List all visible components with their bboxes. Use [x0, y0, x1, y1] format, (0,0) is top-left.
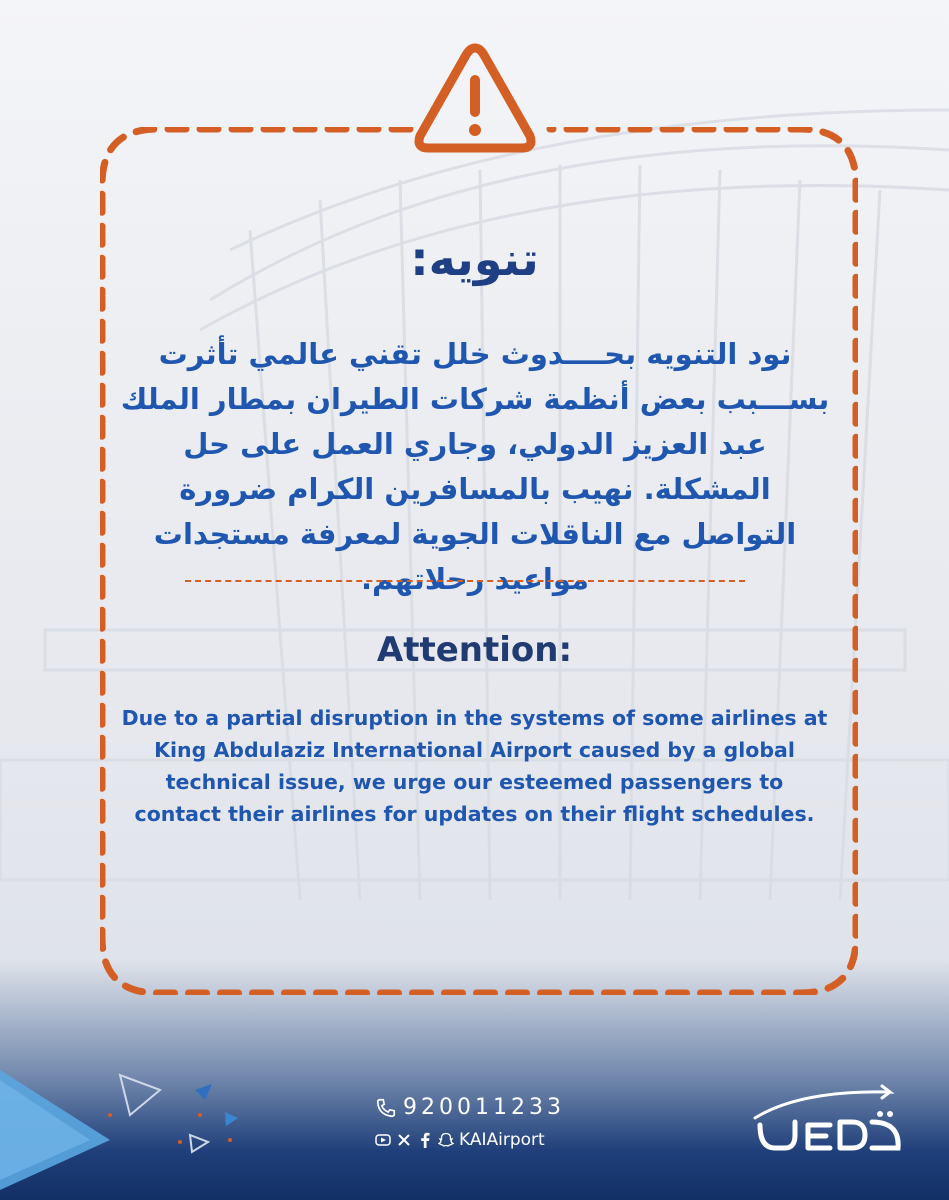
jed-logo — [740, 1080, 910, 1160]
arabic-body: نود التنويه بحــــدوث خلل تقني عالمي تأثرت بســـبب بعض أنظمة شركات الطيران بمطار الملك عبد العزيز الدولي، وجاري العمل على حل المشكلة. نهيب بالمسافرين الكرام ضرورة التواصل مع الناقلات الجوية لمعرفة مستجدات مواعيد رحلاتهم. — [120, 337, 830, 596]
arabic-title: تنويه: — [410, 232, 539, 286]
social-links — [375, 1130, 545, 1150]
facebook-icon[interactable] — [417, 1132, 433, 1148]
section-divider — [185, 580, 745, 582]
youtube-icon[interactable] — [375, 1132, 391, 1148]
social-handle: KAIAirport — [459, 1130, 545, 1150]
phone-icon — [375, 1097, 397, 1119]
x-icon[interactable] — [396, 1132, 412, 1148]
snapchat-icon[interactable] — [438, 1132, 454, 1148]
warning-icon — [412, 40, 538, 156]
english-body: Due to a partial disruption in the systems of some airlines at King Abdulaziz International Airport caused by a global technical issue, we urge our esteemed passengers to contact their airlines for updates on their flight schedules. — [121, 706, 828, 826]
phone-contact[interactable] — [375, 1095, 565, 1120]
phone-number: 920011233 — [403, 1095, 565, 1120]
english-title: Attention: — [376, 630, 573, 670]
